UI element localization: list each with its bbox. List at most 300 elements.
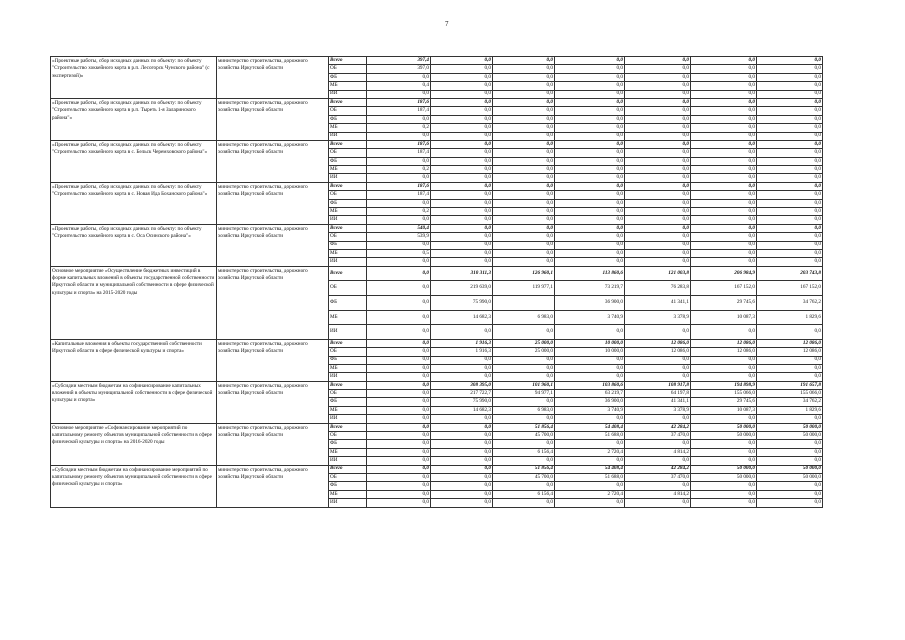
amount-cell: 0,0 <box>367 364 431 372</box>
funding-source: ИИ <box>329 499 367 507</box>
responsible-organization: министерство строительства, дорожного хозяйства Иркутской области <box>217 339 329 381</box>
amount-cell: 63 219,7 <box>555 390 625 398</box>
amount-cell: 310 311,3 <box>431 266 493 281</box>
amount-cell: 0,0 <box>691 415 757 423</box>
responsible-organization: министерство строительства, дорожного хозяйства Иркутской области <box>217 182 329 224</box>
funding-source: ОБ <box>329 233 367 241</box>
amount-cell: 191 657,8 <box>757 381 823 389</box>
funding-source: ИИ <box>329 174 367 182</box>
amount-cell: 119 977,1 <box>493 281 555 296</box>
amount-cell: 0,0 <box>625 208 691 216</box>
amount-cell: 0,0 <box>431 191 493 199</box>
funding-source: Всего <box>329 98 367 106</box>
amount-cell: 0,0 <box>691 457 757 465</box>
responsible-organization: министерство строительства, дорожного хозяйства Иркутской области <box>217 98 329 140</box>
amount-cell: 45 700,0 <box>493 473 555 481</box>
funding-source: ОБ <box>329 65 367 73</box>
amount-cell: 37 470,0 <box>625 473 691 481</box>
funding-source: ФБ <box>329 115 367 123</box>
amount-cell: 0,0 <box>691 233 757 241</box>
amount-cell: 0,0 <box>555 191 625 199</box>
amount-cell: 108 917,8 <box>625 381 691 389</box>
amount-cell: 0,0 <box>367 499 431 507</box>
amount-cell: 0,0 <box>757 415 823 423</box>
amount-cell: 37 470,0 <box>625 432 691 440</box>
amount-cell: 0,0 <box>691 325 757 340</box>
amount-cell: 0,0 <box>367 473 431 481</box>
amount-cell: 0,0 <box>367 281 431 296</box>
amount-cell: 219 639,0 <box>431 281 493 296</box>
amount-cell: 0,0 <box>625 182 691 190</box>
amount-cell: 0,0 <box>691 373 757 381</box>
amount-cell: 0,0 <box>625 499 691 507</box>
amount-cell: 0,0 <box>691 174 757 182</box>
amount-cell: 0,0 <box>367 132 431 140</box>
amount-cell: 0,0 <box>757 82 823 90</box>
amount-cell: 0,0 <box>625 258 691 266</box>
amount-cell: 0,0 <box>555 174 625 182</box>
amount-cell: 0,0 <box>493 98 555 106</box>
amount-cell: 0,0 <box>367 423 431 431</box>
amount-cell: 10 000,0 <box>555 348 625 356</box>
amount-cell: 0,0 <box>555 216 625 224</box>
amount-cell: 0,0 <box>431 258 493 266</box>
funding-source: ОБ <box>329 348 367 356</box>
amount-cell: 187,4 <box>367 149 431 157</box>
amount-cell: 0,0 <box>691 224 757 232</box>
funding-source: ФБ <box>329 199 367 207</box>
measure-description: «Проектные работы, сбор исходных данных по объекту: по объекту "Строительство хоккейного корта в с. Бельск Черемховского района"» <box>51 140 217 182</box>
amount-cell: 0,0 <box>367 356 431 364</box>
amount-cell: 0,0 <box>757 457 823 465</box>
amount-cell: 0,0 <box>691 90 757 98</box>
amount-cell: 0,0 <box>757 373 823 381</box>
amount-cell: 103 860,6 <box>555 381 625 389</box>
amount-cell: 0,0 <box>757 490 823 498</box>
amount-cell: 0,0 <box>555 115 625 123</box>
amount-cell: 0,0 <box>555 325 625 340</box>
amount-cell: 0,0 <box>555 258 625 266</box>
funding-source: Всего <box>329 465 367 473</box>
amount-cell: 0,0 <box>367 157 431 165</box>
amount-cell: 50 000,0 <box>691 423 757 431</box>
funding-source: Всего <box>329 423 367 431</box>
amount-cell: 0,0 <box>555 457 625 465</box>
amount-cell: 187,6 <box>367 140 431 148</box>
amount-cell: 54 408,4 <box>555 423 625 431</box>
amount-cell: 6 983,0 <box>493 406 555 414</box>
amount-cell: 0,0 <box>555 73 625 81</box>
table-row <box>51 140 823 148</box>
amount-cell: 3 740,9 <box>555 310 625 325</box>
amount-cell: 0,2 <box>367 166 431 174</box>
amount-cell: 45 700,0 <box>493 432 555 440</box>
amount-cell: 167 152,0 <box>757 281 823 296</box>
table-row <box>51 423 823 431</box>
responsible-organization: министерство строительства, дорожного хозяйства Иркутской области <box>217 140 329 182</box>
funding-source: ОБ <box>329 390 367 398</box>
amount-cell: 0,0 <box>493 457 555 465</box>
amount-cell: 0,0 <box>367 457 431 465</box>
amount-cell: 0,0 <box>757 107 823 115</box>
funding-source: ИИ <box>329 373 367 381</box>
amount-cell: 0,0 <box>367 258 431 266</box>
amount-cell: 4 814,2 <box>625 490 691 498</box>
amount-cell: 0,0 <box>493 140 555 148</box>
amount-cell: 12 086,0 <box>625 348 691 356</box>
amount-cell: 10 000,0 <box>555 339 625 347</box>
amount-cell: 0,0 <box>431 465 493 473</box>
amount-cell: 0,0 <box>555 149 625 157</box>
amount-cell: 36 900,0 <box>555 295 625 310</box>
amount-cell: 6 983,0 <box>493 310 555 325</box>
amount-cell: 217 722,7 <box>431 390 493 398</box>
funding-source: Всего <box>329 339 367 347</box>
funding-source: ФБ <box>329 398 367 406</box>
amount-cell: 397,4 <box>367 57 431 65</box>
amount-cell: 0,0 <box>555 157 625 165</box>
amount-cell: 0,0 <box>625 233 691 241</box>
amount-cell: 0,0 <box>367 398 431 406</box>
amount-cell: 0,0 <box>367 216 431 224</box>
amount-cell: 42 284,2 <box>625 423 691 431</box>
amount-cell: 0,0 <box>367 390 431 398</box>
table-row <box>51 57 823 65</box>
amount-cell: 64 197,8 <box>625 390 691 398</box>
amount-cell: 0,0 <box>367 266 431 281</box>
amount-cell: 0,0 <box>625 82 691 90</box>
funding-source: ФБ <box>329 356 367 364</box>
amount-cell: 0,0 <box>367 241 431 249</box>
amount-cell: 0,0 <box>431 216 493 224</box>
funding-source: ИИ <box>329 258 367 266</box>
amount-cell: 0,0 <box>757 499 823 507</box>
amount-cell: 73 219,7 <box>555 281 625 296</box>
responsible-organization: министерство строительства, дорожного хозяйства Иркутской области <box>217 381 329 423</box>
amount-cell: 0,4 <box>367 82 431 90</box>
amount-cell: 194 898,9 <box>691 381 757 389</box>
amount-cell: 0,0 <box>691 448 757 456</box>
amount-cell: 0,0 <box>625 124 691 132</box>
amount-cell: 0,0 <box>493 258 555 266</box>
amount-cell: 76 283,8 <box>625 281 691 296</box>
amount-cell: 0,0 <box>493 356 555 364</box>
measure-description: «Проектные работы, сбор исходных данных по объекту: по объекту "Строительство хоккейного корта в с. Новая Ида Боханского района"» <box>51 182 217 224</box>
amount-cell: 0,0 <box>691 241 757 249</box>
amount-cell: 0,0 <box>625 65 691 73</box>
amount-cell: 0,0 <box>431 208 493 216</box>
table-row <box>51 98 823 106</box>
amount-cell: 0,0 <box>691 356 757 364</box>
amount-cell: 50 000,0 <box>757 465 823 473</box>
amount-cell: 0,5 <box>367 249 431 257</box>
amount-cell: 0,0 <box>555 241 625 249</box>
amount-cell: 2 720,4 <box>555 490 625 498</box>
amount-cell: 0,0 <box>555 482 625 490</box>
amount-cell: 0,0 <box>367 295 431 310</box>
amount-cell: 0,0 <box>431 448 493 456</box>
amount-cell: 203 743,8 <box>757 266 823 281</box>
amount-cell: 0,0 <box>493 415 555 423</box>
amount-cell: 0,0 <box>493 440 555 448</box>
amount-cell: 51 688,0 <box>555 473 625 481</box>
measure-description: «Проектные работы, сбор исходных данных по объекту: по объекту "Строительство хоккейного корта в с. Оса Осинского района"» <box>51 224 217 266</box>
amount-cell: 0,0 <box>757 174 823 182</box>
amount-cell: 0,0 <box>691 364 757 372</box>
funding-source: ОБ <box>329 281 367 296</box>
amount-cell: 0,0 <box>431 65 493 73</box>
amount-cell: 1 829,6 <box>757 310 823 325</box>
amount-cell: 0,2 <box>367 208 431 216</box>
amount-cell: 0,0 <box>367 482 431 490</box>
amount-cell: 0,0 <box>367 73 431 81</box>
amount-cell: 0,0 <box>757 57 823 65</box>
responsible-organization: министерство строительства, дорожного хозяйства Иркутской области <box>217 266 329 339</box>
amount-cell: 0,0 <box>757 124 823 132</box>
funding-source: ИИ <box>329 132 367 140</box>
amount-cell: 12 086,0 <box>625 339 691 347</box>
amount-cell: 0,0 <box>431 107 493 115</box>
responsible-organization: министерство строительства, дорожного хозяйства Иркутской области <box>217 423 329 465</box>
table-row <box>51 381 823 389</box>
amount-cell: 0,0 <box>367 115 431 123</box>
amount-cell: 0,0 <box>625 440 691 448</box>
amount-cell: 0,0 <box>493 107 555 115</box>
amount-cell: 0,0 <box>431 440 493 448</box>
amount-cell: 0,0 <box>757 166 823 174</box>
table-row <box>51 224 823 232</box>
funding-source: ОБ <box>329 191 367 199</box>
page-number: 7 <box>445 20 449 28</box>
funding-source: МБ <box>329 490 367 498</box>
measure-description: «Субсидии местным бюджетам на софинансирование мероприятий по капитальному ремонту объектов муниципальной собственности в сфере физической культуры и спорта» <box>51 465 217 507</box>
amount-cell: 0,0 <box>555 499 625 507</box>
amount-cell: 0,0 <box>555 98 625 106</box>
amount-cell: 121 003,8 <box>625 266 691 281</box>
amount-cell: 50 000,0 <box>757 423 823 431</box>
amount-cell: 0,0 <box>493 132 555 140</box>
amount-cell: 0,0 <box>625 132 691 140</box>
amount-cell: 0,0 <box>431 432 493 440</box>
funding-source: Всего <box>329 224 367 232</box>
amount-cell: 51 856,4 <box>493 465 555 473</box>
amount-cell: 0,0 <box>757 325 823 340</box>
budget-table <box>50 56 823 508</box>
amount-cell: 0,0 <box>757 73 823 81</box>
funding-source: ОБ <box>329 473 367 481</box>
amount-cell: 29 745,6 <box>691 295 757 310</box>
amount-cell: 187,4 <box>367 191 431 199</box>
funding-source: МБ <box>329 82 367 90</box>
amount-cell: 94 977,1 <box>493 390 555 398</box>
amount-cell: 0,0 <box>625 98 691 106</box>
amount-cell: 0,0 <box>691 499 757 507</box>
amount-cell: 34 762,2 <box>757 295 823 310</box>
amount-cell: 0,0 <box>555 124 625 132</box>
amount-cell: 12 086,0 <box>691 348 757 356</box>
table-row <box>51 266 823 281</box>
amount-cell: 187,4 <box>367 107 431 115</box>
amount-cell: 0,0 <box>493 57 555 65</box>
amount-cell: 41 341,1 <box>625 295 691 310</box>
funding-source: ОБ <box>329 149 367 157</box>
amount-cell: 539,9 <box>367 233 431 241</box>
amount-cell: 0,0 <box>691 216 757 224</box>
amount-cell: 0,0 <box>493 499 555 507</box>
amount-cell: 0,0 <box>625 241 691 249</box>
amount-cell: 0,0 <box>493 216 555 224</box>
amount-cell: 3 378,9 <box>625 406 691 414</box>
amount-cell: 10 087,3 <box>691 310 757 325</box>
amount-cell: 0,0 <box>757 224 823 232</box>
amount-cell: 0,0 <box>493 149 555 157</box>
amount-cell: 0,0 <box>493 124 555 132</box>
amount-cell: 0,0 <box>555 166 625 174</box>
amount-cell: 0,0 <box>691 57 757 65</box>
amount-cell: 0,0 <box>493 364 555 372</box>
amount-cell: 0,0 <box>757 115 823 123</box>
amount-cell: 0,0 <box>555 440 625 448</box>
amount-cell: 0,0 <box>625 90 691 98</box>
amount-cell: 0,0 <box>555 65 625 73</box>
amount-cell: 0,0 <box>625 166 691 174</box>
amount-cell: 75 990,0 <box>431 295 493 310</box>
amount-cell: 0,0 <box>493 65 555 73</box>
amount-cell: 0,0 <box>555 132 625 140</box>
funding-source: МБ <box>329 406 367 414</box>
amount-cell: 0,0 <box>431 415 493 423</box>
amount-cell: 0,0 <box>555 356 625 364</box>
amount-cell: 0,0 <box>691 149 757 157</box>
funding-source: МБ <box>329 208 367 216</box>
amount-cell: 0,0 <box>757 199 823 207</box>
amount-cell: 0,0 <box>625 415 691 423</box>
amount-cell: 0,0 <box>431 124 493 132</box>
amount-cell: 0,0 <box>431 90 493 98</box>
amount-cell: 2 720,4 <box>555 448 625 456</box>
amount-cell: 0,0 <box>367 199 431 207</box>
amount-cell: 0,0 <box>555 57 625 65</box>
amount-cell: 0,0 <box>431 182 493 190</box>
amount-cell: 0,0 <box>625 57 691 65</box>
amount-cell: 1 916,3 <box>431 339 493 347</box>
amount-cell: 101 960,1 <box>493 381 555 389</box>
amount-cell: 0,0 <box>493 325 555 340</box>
funding-source: ФБ <box>329 482 367 490</box>
amount-cell: 0,0 <box>493 166 555 174</box>
amount-cell: 0,0 <box>367 465 431 473</box>
amount-cell: 0,0 <box>625 325 691 340</box>
amount-cell: 0,0 <box>757 208 823 216</box>
amount-cell: 0,0 <box>493 233 555 241</box>
amount-cell: 0,0 <box>493 157 555 165</box>
amount-cell: 0,0 <box>431 373 493 381</box>
amount-cell: 0,0 <box>367 490 431 498</box>
amount-cell: 0,0 <box>493 82 555 90</box>
funding-source: Всего <box>329 266 367 281</box>
amount-cell: 0,0 <box>625 73 691 81</box>
amount-cell: 0,0 <box>625 140 691 148</box>
amount-cell: 0,0 <box>691 124 757 132</box>
amount-cell: 1 829,6 <box>757 406 823 414</box>
amount-cell: 0,0 <box>757 356 823 364</box>
amount-cell: 540,4 <box>367 224 431 232</box>
amount-cell: 0,0 <box>555 364 625 372</box>
funding-source: ФБ <box>329 157 367 165</box>
amount-cell: 0,0 <box>431 482 493 490</box>
amount-cell: 0,0 <box>431 140 493 148</box>
responsible-organization: министерство строительства, дорожного хозяйства Иркутской области <box>217 224 329 266</box>
amount-cell: 4 814,2 <box>625 448 691 456</box>
amount-cell: 0,0 <box>431 356 493 364</box>
amount-cell: 0,0 <box>757 98 823 106</box>
amount-cell: 0,0 <box>367 310 431 325</box>
amount-cell: 0,0 <box>625 457 691 465</box>
amount-cell: 50 000,0 <box>757 473 823 481</box>
amount-cell: 0,0 <box>367 373 431 381</box>
amount-cell: 0,0 <box>625 115 691 123</box>
amount-cell: 0,0 <box>493 199 555 207</box>
amount-cell: 0,0 <box>625 482 691 490</box>
amount-cell: 0,0 <box>431 157 493 165</box>
amount-cell: 0,0 <box>625 356 691 364</box>
funding-source: МБ <box>329 310 367 325</box>
amount-cell: 50 000,0 <box>691 473 757 481</box>
amount-cell: 0,0 <box>691 440 757 448</box>
amount-cell: 0,0 <box>691 191 757 199</box>
amount-cell: 51 688,0 <box>555 432 625 440</box>
amount-cell: 0,0 <box>367 174 431 182</box>
amount-cell: 0,0 <box>431 82 493 90</box>
amount-cell: 14 682,3 <box>431 406 493 414</box>
amount-cell: 0,0 <box>367 406 431 414</box>
amount-cell: 0,0 <box>625 149 691 157</box>
amount-cell: 75 990,0 <box>431 398 493 406</box>
amount-cell: 0,0 <box>431 233 493 241</box>
amount-cell: 0,0 <box>757 65 823 73</box>
amount-cell: 0,0 <box>555 182 625 190</box>
amount-cell: 0,0 <box>555 90 625 98</box>
table-body <box>51 57 823 508</box>
amount-cell: 0,0 <box>367 339 431 347</box>
amount-cell: 0,0 <box>431 73 493 81</box>
amount-cell: 0,0 <box>625 216 691 224</box>
amount-cell: 0,0 <box>431 132 493 140</box>
amount-cell: 0,0 <box>691 166 757 174</box>
funding-source: МБ <box>329 249 367 257</box>
amount-cell: 0,0 <box>691 82 757 90</box>
table-row <box>51 465 823 473</box>
amount-cell: 14 682,3 <box>431 310 493 325</box>
measure-description: Основное мероприятие «Осуществление бюджетных инвестиций в форме капитальных вложений в объекты государственной собственности Иркутской области и муниципальной собственности в сфере физической культуры и спорта» на 2015-2020 годы <box>51 266 217 339</box>
funding-source: ИИ <box>329 415 367 423</box>
amount-cell: 51 856,4 <box>493 423 555 431</box>
amount-cell: 0,0 <box>431 457 493 465</box>
amount-cell: 0,0 <box>757 258 823 266</box>
amount-cell: 3 740,9 <box>555 406 625 414</box>
amount-cell: 155 066,0 <box>691 390 757 398</box>
amount-cell: 0,0 <box>431 115 493 123</box>
amount-cell <box>493 295 555 310</box>
amount-cell: 167 152,0 <box>691 281 757 296</box>
amount-cell: 113 860,6 <box>555 266 625 281</box>
amount-cell: 0,0 <box>691 107 757 115</box>
table-row <box>51 339 823 347</box>
amount-cell: 0,0 <box>757 233 823 241</box>
amount-cell: 0,0 <box>493 224 555 232</box>
amount-cell: 0,2 <box>367 124 431 132</box>
amount-cell: 0,0 <box>493 208 555 216</box>
